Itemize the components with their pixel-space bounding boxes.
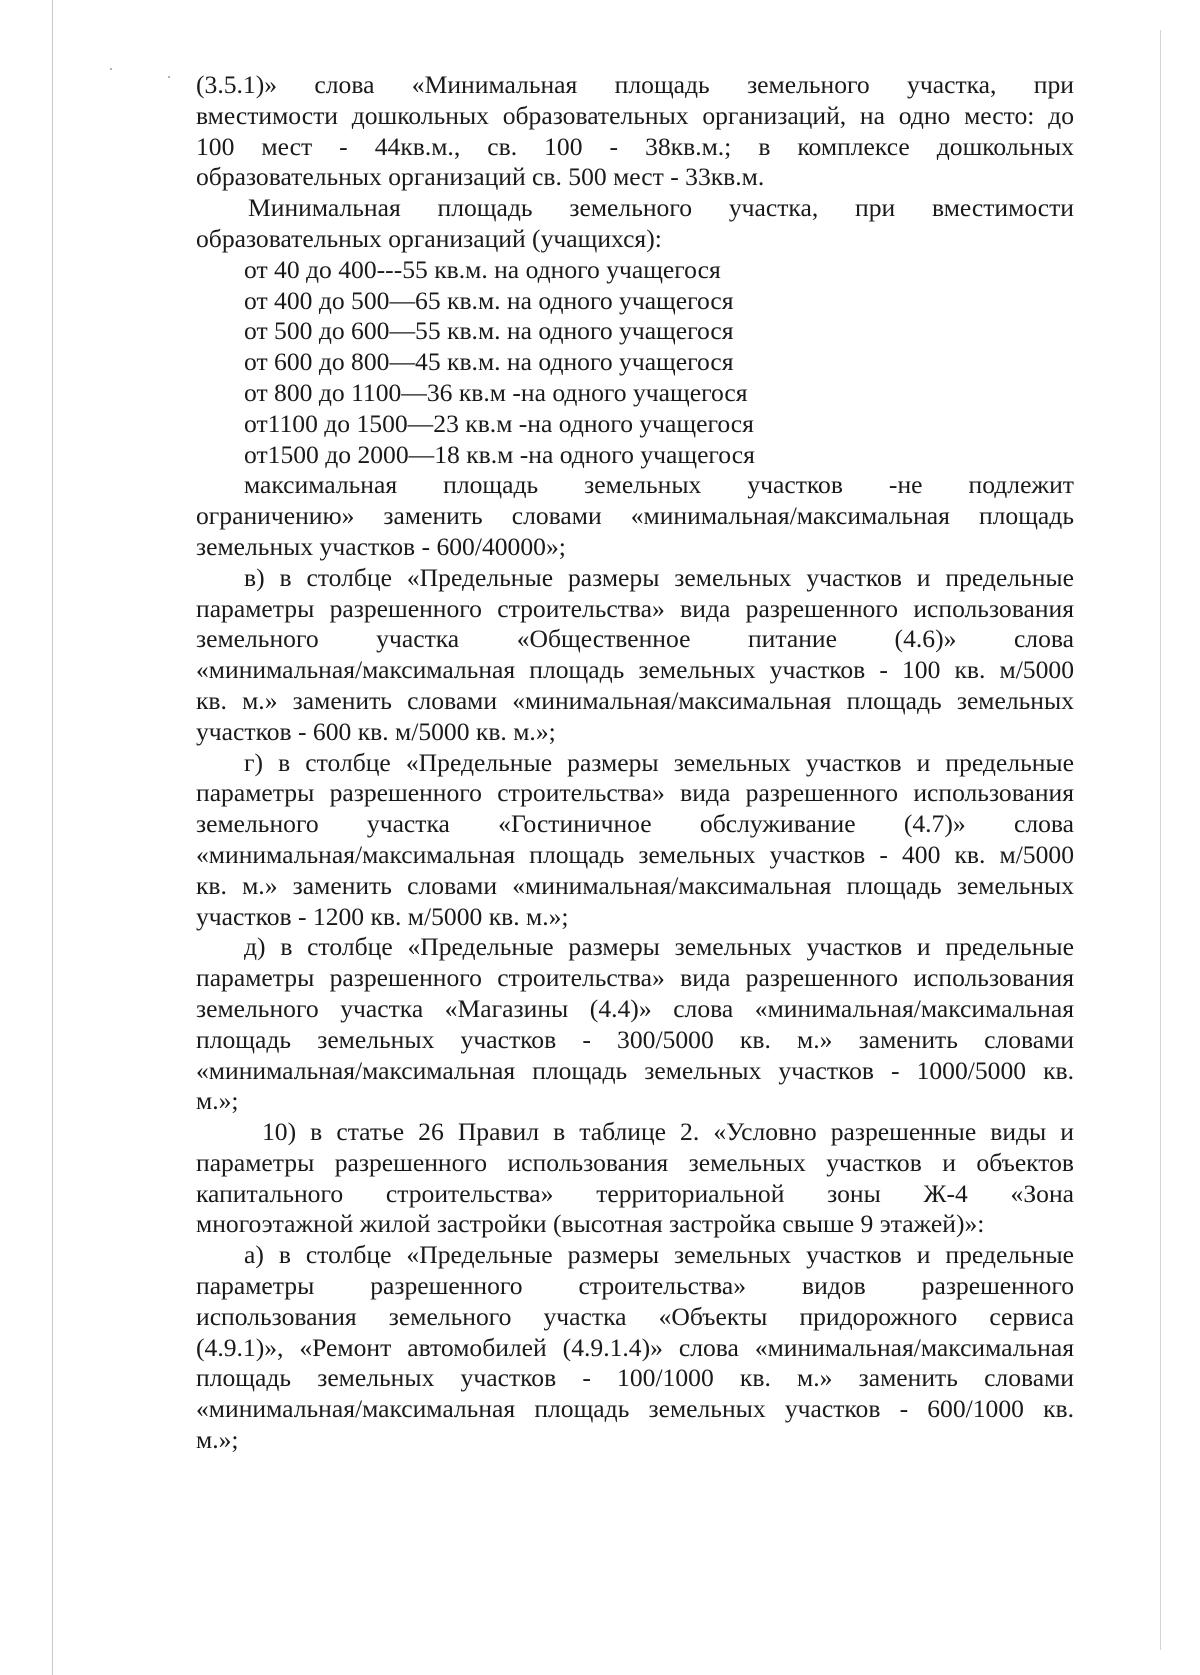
text-line: а) в столбце «Предельные размеры земельных участков и предельные bbox=[244, 1240, 1074, 1270]
text-line: от 500 до 600—55 кв.м. на одного учащегося bbox=[244, 316, 734, 346]
text-line: ограничению» заменить словами «минимальная/максимальная площадь bbox=[196, 501, 1074, 531]
text-line: от 800 до 1100—36 кв.м -на одного учащегося bbox=[244, 377, 748, 407]
text-line: участков - 600 кв. м/5000 кв. м.»; bbox=[196, 716, 556, 746]
text-line: образовательных организаций св. 500 мест - 33кв.м. bbox=[196, 162, 765, 192]
text-line: от 400 до 500—65 кв.м. на одного учащегося bbox=[244, 285, 734, 315]
text-line: (4.9.1)», «Ремонт автомобилей (4.9.1.4)» слова «минимальная/максимальная bbox=[196, 1332, 1074, 1362]
scan-speck bbox=[110, 68, 112, 70]
text-line: земельного участка «Общественное питание (4.6)» слова bbox=[196, 624, 1074, 654]
text-line: от1100 до 1500—23 кв.м -на одного учащегося bbox=[244, 408, 754, 438]
text-line: г) в столбце «Предельные размеры земельных участков и предельные bbox=[244, 747, 1074, 777]
text-line: от1500 до 2000—18 кв.м -на одного учащегося bbox=[244, 439, 755, 469]
text-line: земельных участков - 600/40000»; bbox=[196, 531, 566, 561]
scan-edge-left bbox=[52, 0, 53, 1675]
text-line: участков - 1200 кв. м/5000 кв. м.»; bbox=[196, 901, 569, 931]
text-line: «минимальная/максимальная площадь земельных участков - 100 кв. м/5000 bbox=[196, 655, 1074, 685]
scan-edge-right bbox=[1160, 30, 1161, 1650]
document-body bbox=[196, 70, 1074, 1456]
text-line: параметры разрешенного строительства» вида разрешенного использования bbox=[196, 778, 1074, 808]
text-line: 100 мест - 44кв.м., св. 100 - 38кв.м.; в комплексе дошкольных bbox=[196, 131, 1074, 161]
text-line: капитального строительства» территориальной зоны Ж-4 «Зона bbox=[196, 1178, 1074, 1208]
text-line: параметры разрешенного строительства» вида разрешенного использования bbox=[196, 963, 1074, 993]
text-line: земельного участка «Магазины (4.4)» слова «минимальная/максимальная bbox=[196, 993, 1074, 1023]
text-line: параметры разрешенного использования земельных участков и объектов bbox=[196, 1147, 1074, 1177]
text-line: параметры разрешенного строительства» видов разрешенного bbox=[196, 1271, 1074, 1301]
text-line: Минимальная площадь земельного участка, при вместимости bbox=[248, 193, 1074, 223]
text-line: многоэтажной жилой застройки (высотная застройка свыше 9 этажей)»: bbox=[196, 1209, 985, 1239]
text-line: использования земельного участка «Объекты придорожного сервиса bbox=[196, 1301, 1074, 1331]
text-line: вместимости дошкольных образовательных организаций, на одно место: до bbox=[196, 100, 1074, 130]
text-line: «минимальная/максимальная площадь земельных участков - 1000/5000 кв. bbox=[196, 1055, 1074, 1085]
text-line: «минимальная/максимальная площадь земельных участков - 600/1000 кв. bbox=[196, 1394, 1074, 1424]
text-line: «минимальная/максимальная площадь земельных участков - 400 кв. м/5000 bbox=[196, 839, 1074, 869]
text-line: м.»; bbox=[196, 1425, 239, 1455]
text-line: м.»; bbox=[196, 1086, 239, 1116]
text-line: 10) в статье 26 Правил в таблице 2. «Условно разрешенные виды и bbox=[262, 1117, 1074, 1147]
text-line: максимальная площадь земельных участков -не подлежит bbox=[244, 470, 1074, 500]
text-line: в) в столбце «Предельные размеры земельных участков и предельные bbox=[244, 562, 1074, 592]
text-line: д) в столбце «Предельные размеры земельных участков и предельные bbox=[244, 932, 1074, 962]
text-line: кв. м.» заменить словами «минимальная/максимальная площадь земельных bbox=[196, 870, 1074, 900]
text-line: от 40 до 400---55 кв.м. на одного учащегося bbox=[244, 254, 721, 284]
text-line: площадь земельных участков - 100/1000 кв. м.» заменить словами bbox=[196, 1363, 1074, 1393]
text-line: образовательных организаций (учащихся): bbox=[196, 223, 662, 253]
text-line: (3.5.1)» слова «Минимальная площадь земельного участка, при bbox=[196, 70, 1074, 99]
text-line: площадь земельных участков - 300/5000 кв. м.» заменить словами bbox=[196, 1024, 1074, 1054]
text-line: параметры разрешенного строительства» вида разрешенного использования bbox=[196, 593, 1074, 623]
scan-speck bbox=[168, 76, 170, 78]
text-line: земельного участка «Гостиничное обслуживание (4.7)» слова bbox=[196, 809, 1074, 839]
text-line: кв. м.» заменить словами «минимальная/максимальная площадь земельных bbox=[196, 685, 1074, 715]
text-line: от 600 до 800—45 кв.м. на одного учащегося bbox=[244, 347, 734, 377]
